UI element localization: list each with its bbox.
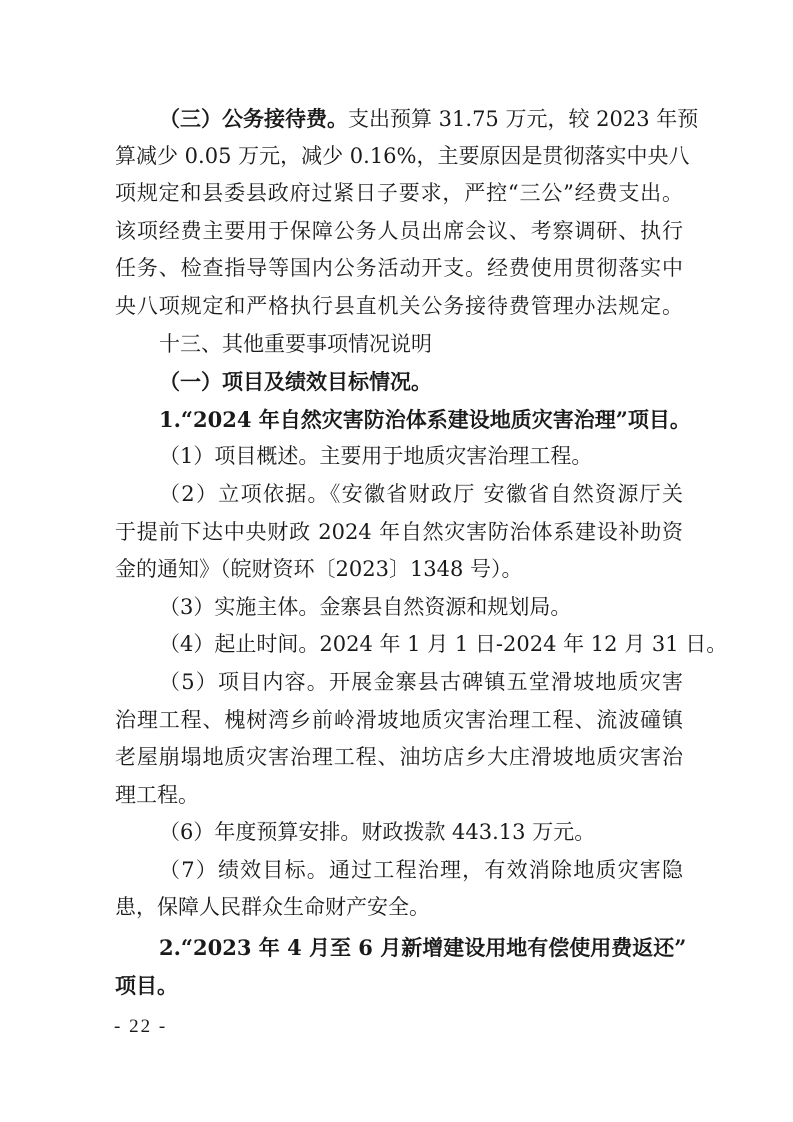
project-1-basis-line-1: （2）立项依据。《安徽省财政厅 安徽省自然资源厅关 (159, 481, 683, 506)
page-number: - 22 - (114, 1016, 168, 1037)
subsection-heading-1: （一）项目及绩效目标情况。 (159, 369, 432, 395)
paragraph-reception-line-5: 任务、检查指导等国内公务活动开支。经费使用贯彻落实中 (115, 256, 683, 281)
project-1-overview: （1）项目概述。主要用于地质灾害治理工程。 (159, 444, 593, 469)
document-body (115, 100, 728, 1004)
paragraph-reception-line-1 (115, 100, 699, 138)
project-1-basis-line-2: 于提前下达中央财政 2024 年自然灾害防治体系建设补助资 (115, 519, 683, 544)
project-2-title-line-2: 项目。 (115, 972, 178, 998)
paragraph-reception-line-3: 项规定和县委县政府过紧日子要求，严控“三公”经费支出。 (115, 181, 683, 206)
paragraph-reception-line-2: 算减少 0.05 万元，减少 0.16%，主要原因是贯彻落实中央八 (115, 143, 690, 168)
project-1-goal-line-1: （7）绩效目标。通过工程治理，有效消除地质灾害隐 (159, 857, 683, 882)
project-1-title: 1.“2024 年自然灾害防治体系建设地质灾害治理”项目。 (159, 406, 691, 432)
project-1-budget: （6）年度预算安排。财政拨款 443.13 万元。 (159, 820, 596, 845)
project-1-period: （4）起止时间。2024 年 1 月 1 日-2024 年 12 月 31 日。 (159, 632, 728, 657)
reception-heading: （三）公务接待费。 (159, 106, 348, 131)
project-1-content-line-1: （5）项目内容。开展金寨县古碑镇五堂滑坡地质灾害 (159, 669, 683, 694)
project-2-title-line-1: 2.“2023 年 4 月至 6 月新增建设用地有偿使用费返还” (159, 935, 687, 961)
project-1-basis-line-3: 金的通知》（皖财资环〔2023〕1348 号）。 (115, 557, 523, 582)
paragraph-reception-line-4: 该项经费主要用于保障公务人员出席会议、考察调研、执行 (115, 218, 683, 243)
project-1-entity: （3）实施主体。金寨县自然资源和规划局。 (159, 594, 572, 619)
project-1-content-line-3: 老屋崩塌地质灾害治理工程、油坊店乡大庄滑坡地质灾害治 (115, 745, 683, 770)
project-1-content-line-2: 治理工程、槐树湾乡前岭滑坡地质灾害治理工程、流波䃥镇 (115, 707, 683, 732)
project-1-content-line-4: 理工程。 (115, 782, 199, 807)
paragraph-reception-line-6: 央八项规定和严格执行县直机关公务接待费管理办法规定。 (115, 293, 683, 318)
project-1-goal-line-2: 患，保障人民群众生命财产安全。 (115, 895, 430, 920)
section-heading-13: 十三、其他重要事项情况说明 (159, 331, 432, 356)
reception-text: 支出预算 31.75 万元，较 2023 年预 (348, 107, 699, 131)
